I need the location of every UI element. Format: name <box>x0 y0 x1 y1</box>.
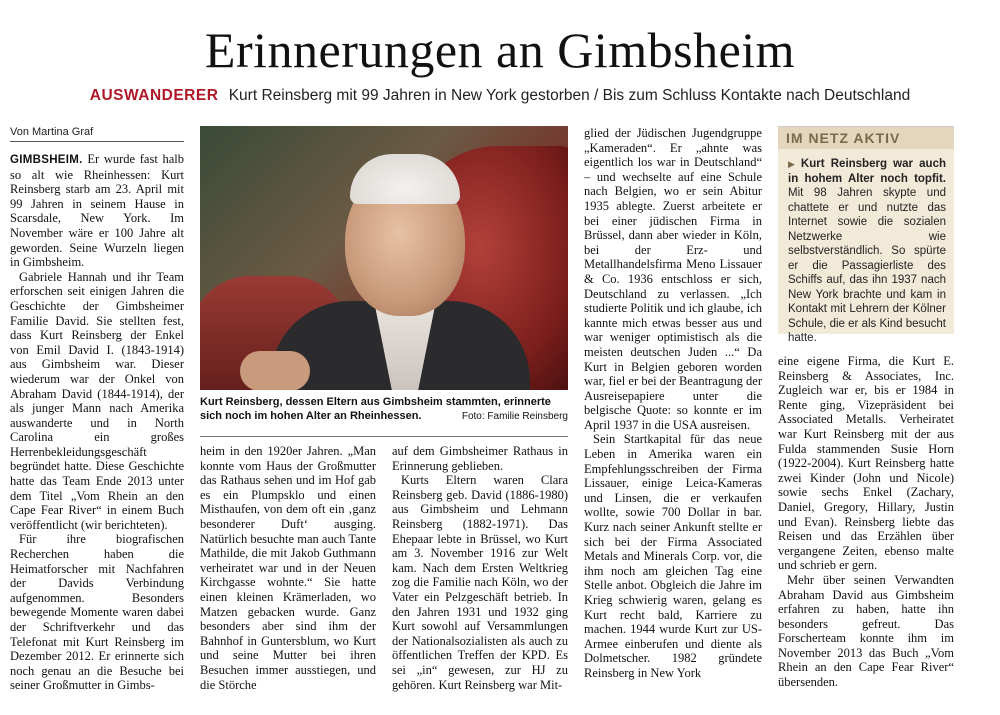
paragraph: Gabriele Hannah und ihr Team erforschen seit einigen Jahren die Geschichte der Gimbsheimer Familie David. Sie stellten fest, dass Kurt Reinsberg der Enkel von Emil David I. (1843-1914) aus Gimbsheim war. Dieser wiederum war der Onkel von Abraham David (1844-1914), der als junger Mann nach Amerika auswanderte und in North Carolina ein großes Herrenbekleidungsgeschäft begründet hatte. Diese Geschichte hatte das Team Ende 2013 unter dem Titel „Vom Rhein an den Cape Fear River“ in einem Buch veröffentlicht (wir berichteten). <box>10 269 184 532</box>
info-box-lead: Kurt Reinsberg war auch in hohem Alter noch topfit. <box>788 158 946 185</box>
article-column-2 <box>200 444 376 714</box>
paragraph: glied der Jüdischen Jugendgruppe „Kameraden“. Er „ahnte was eigentlich los war in Deutschland“ – und wechselte auf eine Schule nach Belgien, wo er sein Abitur 1935 ablegte. Zuerst arbeitete er bei einer jüdischen Firma in Brüssel, dann aber wieder in Köln, bei der Erz- und Metallhandelsfirma Meno Lissauer & Co. 1936 entschloss er sich, Deutschland zu verlassen. „Ich studierte Politik und ich glaube, ich kannte mich etwas besser aus und war weniger optimistisch als die meisten deutschen Juden ...“ Da Kurt in Belgien geboren worden war, fiel er bei der Beantragung der Ausreisepapiere unter die belgische Quote: so konnte er im April 1937 in die USA ausreisen. <box>584 126 762 432</box>
photo-credit: Foto: Familie Reinsberg <box>461 411 568 422</box>
subline-text: Kurt Reinsberg mit 99 Jahren in New York gestorben / Bis zum Schluss Kontakte nach Deutschland <box>228 87 911 104</box>
paragraph: Für ihre biografischen Recherchen haben die Heimatforscher mit Nachfahren der Davids Verbindung aufgenommen. Besonders bewegende Momente waren dabei der Schriftverkehr und das Telefonat mit Kurt Reinsberg im Dezember 2012. Er erinnerte sich noch genau an die Besuche bei seiner Großmutter in Gimbs- <box>10 532 184 693</box>
info-box-title: IM NETZ AKTIV <box>778 127 954 149</box>
paragraph <box>10 152 184 270</box>
subline <box>0 86 1000 106</box>
article-column-3 <box>392 444 568 714</box>
hand-shape <box>240 351 310 390</box>
paragraph: Mehr über seinen Verwandten Abraham David aus Gimbsheim erfahren zu haben, hatte ihn besonders gefreut. Das Forscherteam konnte ihm im November 2013 das Buch „Vom Rhein an den Cape Fear River“ übersenden. <box>778 572 954 690</box>
info-box-text: Mit 98 Jahren skypte und chattete er und nutzte das Internet sowie die sozialen Netzwerke wie selbstverständlich. So spürte er die Passagierliste des Schiffs auf, das ihn 1937 nach New York brachte und kam in Kontakt mit Lehrern der Kölner Schule, die er als Kind besucht hatte. <box>788 187 946 344</box>
paragraph: Sein Startkapital für das neue Leben in Amerika waren ein Empfehlungsschreiben der Firma Lissauer, einige Leica-Kameras und Linsen, die er verkaufen wollte, sowie 700 Dollar in bar. Kurz nach seiner Ankunft stellte er sich bei der Firma Associated Metals and Minerals Corp. vor, die ihm noch am gleichen Tag eine Stelle anbot. Obgleich die Jahre im Krieg schwierig waren, gelang es Kurt recht bald, Karriere zu machen. 1944 wurde Kurt zur US-Armee einberufen und diente als Dolmetscher. 1982 gründete Reinsberg in New York <box>584 432 762 680</box>
article-column-1 <box>10 152 184 714</box>
portrait-photo <box>200 126 568 390</box>
dateline: GIMBSHEIM. <box>10 154 83 166</box>
photo-caption <box>200 396 568 424</box>
article-column-4 <box>584 126 762 714</box>
article-column-5 <box>778 354 954 714</box>
headline: Erinnerungen an Gimbsheim <box>204 22 796 78</box>
paragraph-text: Er wurde fast halb so alt wie Rheinhessen: Kurt Reinsberg starb am 23. April mit 99 Jahren in seinem Hause in Scarsdale, New York. Im November wäre er 100 Jahre alt geworden. Seine Wurzeln liegen in Gimbsheim. <box>10 152 184 270</box>
paragraph: heim in den 1920er Jahren. „Man konnte vom Haus der Großmutter das Rathaus sehen und im Hof gab es ein Plumpsklo und einen Misthaufen, von dem oft ein ‚ganz besonderer Duft‘ ausging. Natürlich besuchte man auch Tante Mathilde, die mit Jakob Guthmann verheiratet war und in der Neuen Kirchgasse wohnte.“ Sie hatte einen kleinen Krämerladen, wo Matzen gebacken wurde. Ganz besonders aber sind ihm der Bahnhof in Guntersblum, wo Kurt und seine Mutter bei ihren Besuchen immer ausstiegen, und die Störche <box>200 444 376 692</box>
paragraph: Kurts Eltern waren Clara Reinsberg geb. David (1886-1980) aus Gimbsheim und Lehmann Reinsberg (1882-1971). Das Ehepaar lebte in Brüssel, wo Kurt am 3. November 1916 zur Welt kam. Nach dem Ersten Weltkrieg zog die Familie nach Köln, wo der Vater ein Pelzgeschäft betrieb. In den Jahren 1931 und 1932 ging Kurt sowohl auf Versammlungen der Nationalsozialisten als auch zu öffentlichen Treffen der KPD. Es sei „in“ gewesen, zur HJ zu gehören. Kurt Reinsberg war Mit- <box>392 473 568 692</box>
subline-kicker: AUSWANDERER <box>89 87 219 104</box>
author-byline: Von Martina Graf <box>10 126 184 142</box>
caption-rule <box>200 436 568 437</box>
info-box-body <box>778 149 954 346</box>
triangle-bullet-icon: ▶ <box>788 159 798 169</box>
hair-shape <box>350 154 460 204</box>
caption-text: Kurt Reinsberg, dessen Eltern aus Gimbsheim stammten, erinnerte sich noch im hohen Alter an Rheinhessen. <box>200 396 551 422</box>
info-box <box>778 126 954 344</box>
paragraph: auf dem Gimbsheimer Rathaus in Erinnerung geblieben. <box>392 444 568 473</box>
paragraph: eine eigene Firma, die Kurt E. Reinsberg & Associates, Inc. Zugleich war er, bis er 1984 in Rente ging, Vizepräsident bei Associated Metalls. Verheiratet war Kurt Reinsberg mit der aus Fulda stammenden Susie Horn (1922-2004). Kurt Reinsberg hatte zwei Kinder (John und Nicole) sowie sechs Enkel (Zachary, Daniel, Gregory, Hillary, Justin und Evan). Reinsberg liebte das Reisen und das Erzählen über vergangene Zeiten, ebenso malte und schrieb er gern. <box>778 354 954 573</box>
